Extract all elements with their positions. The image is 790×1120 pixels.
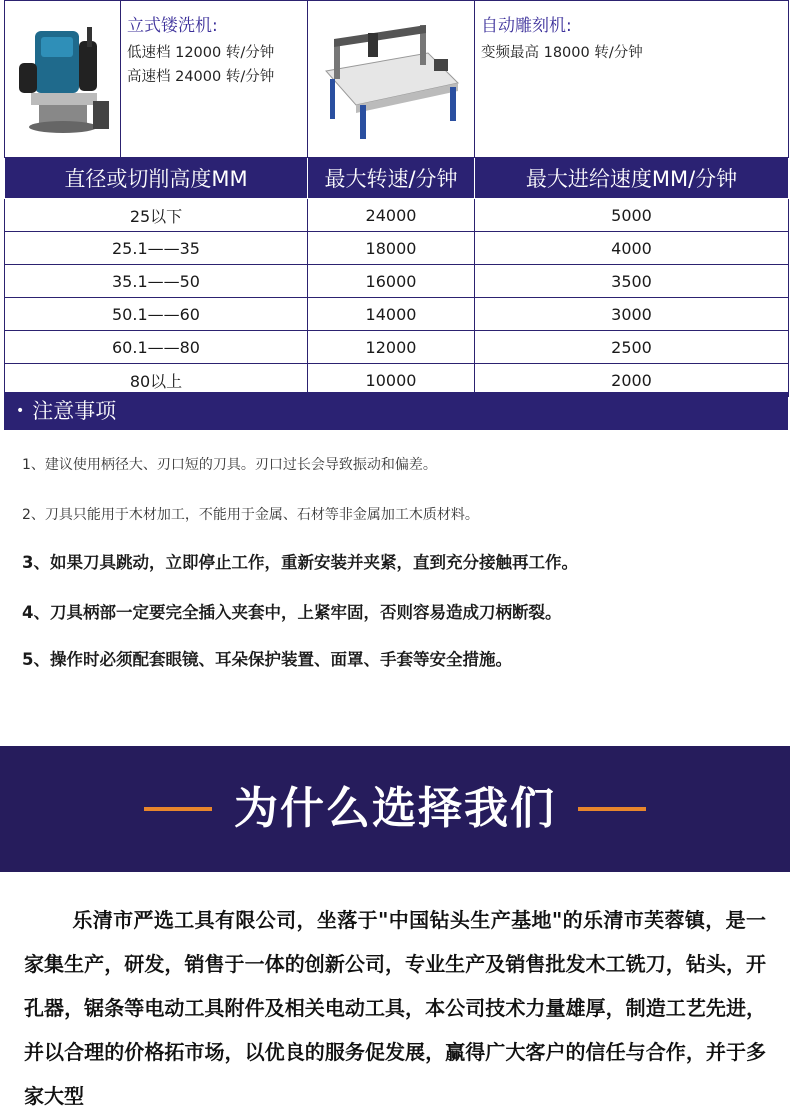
router-title: 立式镂洗机:: [127, 16, 218, 36]
cnc-machine-image: [308, 1, 475, 149]
notice-item-5: 5、操作时必须配套眼镜、耳朵保护装置、面罩、手套等安全措施。: [22, 650, 512, 669]
notice-item-4: 4、刀具柄部一定要完全插入夹套中，上紧牢固，否则容易造成刀柄断裂。: [22, 603, 562, 622]
cell-diameter: 35.1——50: [5, 265, 308, 298]
header-max-feed: 最大进给速度MM/分钟: [475, 158, 789, 199]
router-image-cell: [5, 1, 121, 158]
decorative-line-right: [578, 807, 646, 811]
cell-diameter: 80以上: [5, 364, 308, 397]
speed-spec-table: [4, 0, 789, 397]
cnc-image-cell: [308, 1, 475, 158]
company-intro: [24, 898, 766, 1118]
cell-feed: 5000: [475, 199, 789, 232]
cell-speed: 18000: [308, 232, 475, 265]
cell-speed: 10000: [308, 364, 475, 397]
cell-speed: 24000: [308, 199, 475, 232]
cell-feed: 3000: [475, 298, 789, 331]
router-info-cell: [121, 1, 308, 158]
cell-feed: 4000: [475, 232, 789, 265]
cell-feed: 2000: [475, 364, 789, 397]
cell-feed: 3500: [475, 265, 789, 298]
router-spec-high: 高速档 24000 转/分钟: [127, 69, 275, 85]
why-choose-us-title: 为什么选择我们: [234, 783, 556, 834]
cell-feed: 2500: [475, 331, 789, 364]
bullet-icon: •: [16, 403, 25, 419]
header-max-speed: 最大转速/分钟: [308, 158, 475, 199]
table-row: [5, 298, 789, 331]
cell-speed: 12000: [308, 331, 475, 364]
table-header-row: [5, 158, 789, 199]
router-machine-image: [5, 1, 121, 149]
notice-title: 注意事项: [32, 399, 117, 423]
cell-diameter: 25.1——35: [5, 232, 308, 265]
cell-diameter: 50.1——60: [5, 298, 308, 331]
router-spec-low: 低速档 12000 转/分钟: [127, 45, 275, 61]
cell-diameter: 25以下: [5, 199, 308, 232]
notice-item-3: 3、如果刀具跳动，立即停止工作，重新安装并夹紧，直到充分接触再工作。: [22, 553, 578, 572]
machine-row: [5, 1, 789, 158]
why-choose-us-banner: [0, 746, 790, 872]
cell-speed: 14000: [308, 298, 475, 331]
cell-diameter: 60.1——80: [5, 331, 308, 364]
table-row: [5, 199, 789, 232]
notice-header: [4, 392, 788, 430]
table-row: [5, 331, 789, 364]
cnc-spec: 变频最高 18000 转/分钟: [481, 45, 643, 61]
notice-item-1: 1、建议使用柄径大、刃口短的刀具。刃口过长会导致振动和偏差。: [22, 457, 437, 473]
table-row: [5, 265, 789, 298]
cnc-title: 自动雕刻机:: [481, 16, 572, 36]
cnc-info-cell: [475, 1, 789, 158]
table-row: [5, 232, 789, 265]
cell-speed: 16000: [308, 265, 475, 298]
header-diameter: 直径或切削高度MM: [5, 158, 308, 199]
notice-item-2: 2、刀具只能用于木材加工，不能用于金属、石材等非金属加工木质材料。: [22, 507, 479, 523]
company-intro-text: 乐清市严选工具有限公司，坐落于"中国钻头生产基地"的乐清市芙蓉镇，是一家集生产，研发，销售于一体的创新公司，专业生产及销售批发木工铣刀，钻头，开孔器，锯条等电动工具附件及相关电动工具，本公司技术力量雄厚，制造工艺先进，并以合理的价格拓市场，以优良的服务促发展，赢得广大客户的信任与合作，并于多家大型: [24, 908, 766, 1108]
